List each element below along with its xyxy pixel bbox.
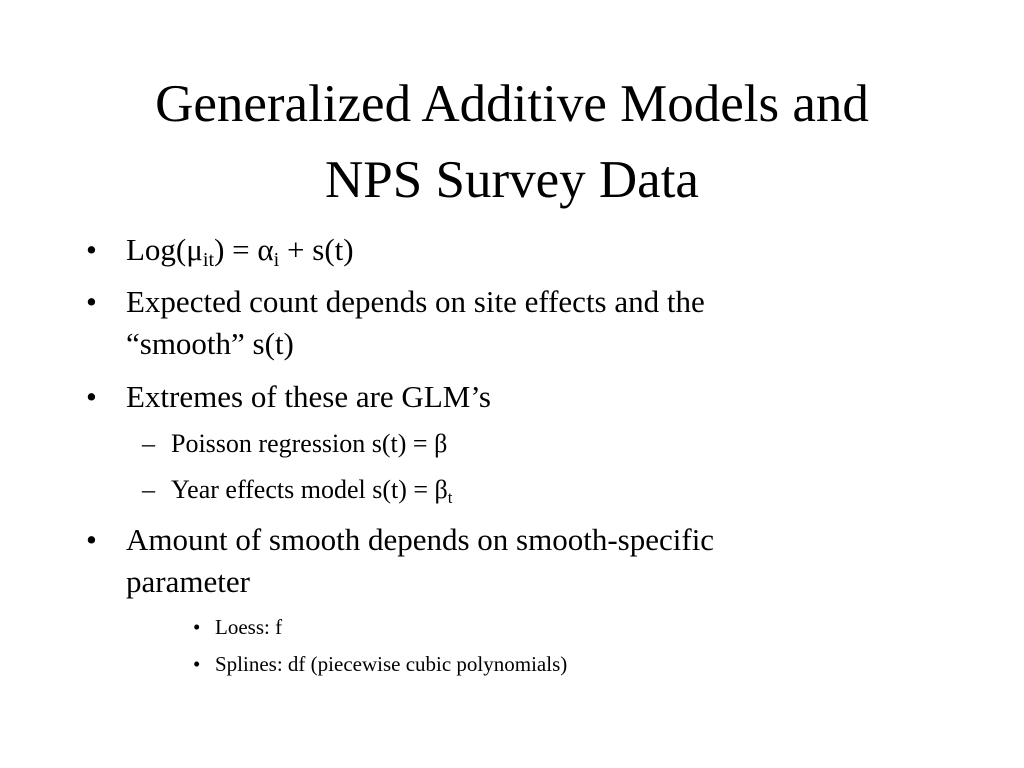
subscript-i: i <box>273 248 280 271</box>
bullet-marker: • <box>193 615 201 639</box>
bullet-text-line2: “smooth” s(t) <box>126 326 294 361</box>
title-line-2: NPS Survey Data <box>325 151 699 209</box>
bullet-marker: • <box>86 232 97 267</box>
sub-sub-bullet-text: Loess: f <box>215 615 283 639</box>
bullet-text-line1: Expected count depends on site effects and the <box>126 284 705 319</box>
sub-bullet-text: Year effects model $s(t) = \beta_t$ <box>171 475 453 507</box>
bullet-text: $Log(\mu_{it}) = \alpha_i + s(t)$ <box>126 232 354 271</box>
bullet-marker: • <box>86 522 97 557</box>
subscript-it: it <box>202 248 215 271</box>
bullet-text-line1: Amount of smooth depends on smooth-specific <box>126 522 715 557</box>
subscript-t: t <box>447 487 453 507</box>
dash-marker: – <box>142 475 155 504</box>
bullet-text-line2: parameter <box>126 564 250 599</box>
bullet-marker: • <box>86 284 97 319</box>
bullet-marker: • <box>193 652 201 676</box>
title-line-1: Generalized Additive Models and <box>155 75 869 133</box>
bullet-marker: • <box>86 379 97 414</box>
dash-marker: – <box>142 429 155 458</box>
sub-bullet-text: Poisson regression s(t) = β <box>171 429 448 458</box>
sub-sub-bullet-text: Splines: df (piecewise cubic polynomials) <box>215 652 568 676</box>
bullet-text: Extremes of these are GLM’s <box>126 379 491 414</box>
